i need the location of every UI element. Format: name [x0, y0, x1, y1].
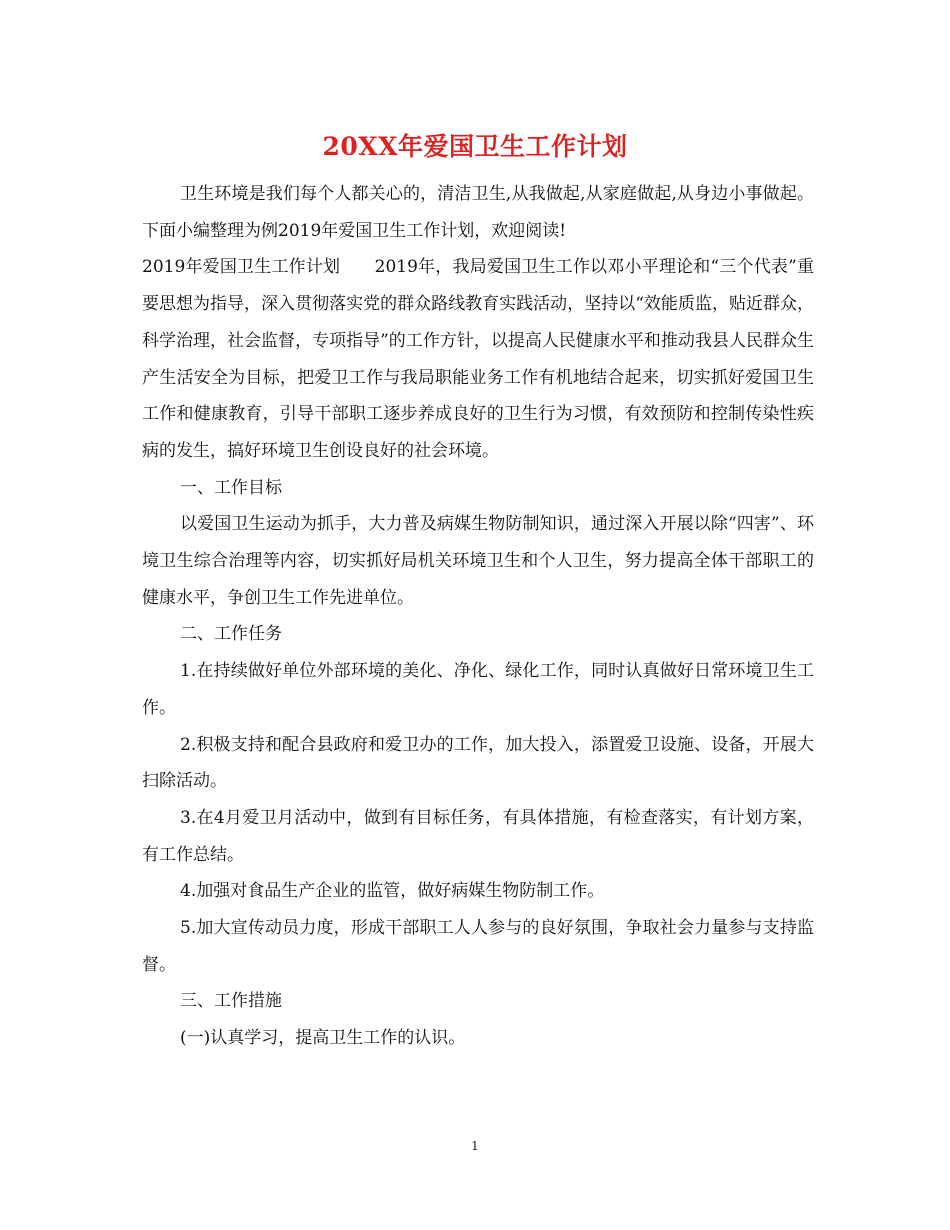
- task-item-3: 3.在4月爱卫月活动中，做到有目标任务，有具体措施，有检查落实，有计划方案，有工作总结。: [142, 807, 814, 865]
- section-heading-goals: 一、工作目标: [180, 477, 282, 498]
- intro-paragraph: 卫生环境是我们每个人都关心的，清洁卫生,从我做起,从家庭做起,从身边小事做起。下面小编整理为例2019年爱国卫生工作计划，欢迎阅读!: [142, 184, 814, 241]
- task-item-5: 5.加大宣传动员力度，形成干部职工人人参与的良好氛围，争取社会力量参与支持监督。: [142, 918, 814, 975]
- document-title: 20XX年爱国卫生工作计划: [322, 132, 628, 161]
- task-item-2: 2.积极支持和配合县政府和爱卫办的工作，加大投入，添置爱卫设施、设备，开展大扫除活动。: [142, 734, 814, 792]
- task-item-1: 1.在持续做好单位外部环境的美化、净化、绿化工作，同时认真做好日常环境卫生工作。: [142, 661, 814, 718]
- task-item-4: 4.加强对食品生产企业的监管，做好病媒生物防制工作。: [180, 881, 605, 902]
- plan-overview-paragraph: 2019年爱国卫生工作计划 2019年，我局爱国卫生工作以邓小平理论和“三个代表”重要思想为指导，深入贯彻落实党的群众路线教育实践活动，坚持以“效能质监，贴近群众，科学治理，社会监督，专项指导”的工作方针，以提高人民健康水平和推动我县人民群众生产生活安全为目标，把爱卫工作与我局职能业务工作有机地结合起来，切实抓好爱国卫生工作和健康教育，引导干部职工逐步养成良好的卫生行为习惯，有效预防和控制传染性疾病的发生，搞好环境卫生创设良好的社会环境。: [142, 257, 814, 461]
- page-number: 1: [471, 1139, 479, 1153]
- measure-item-1: (一)认真学习，提高卫生工作的认识。: [180, 1028, 466, 1049]
- section-heading-tasks: 二、工作任务: [180, 624, 282, 645]
- goals-paragraph: 以爱国卫生运动为抓手，大力普及病媒生物防制知识，通过深入开展以除“四害”、环境卫生综合治理等内容，切实抓好局机关环境卫生和个人卫生，努力提高全体干部职工的健康水平，争创卫生工作先进单位。: [142, 514, 814, 608]
- section-heading-measures: 三、工作措施: [180, 991, 282, 1012]
- document-body: [142, 176, 814, 1057]
